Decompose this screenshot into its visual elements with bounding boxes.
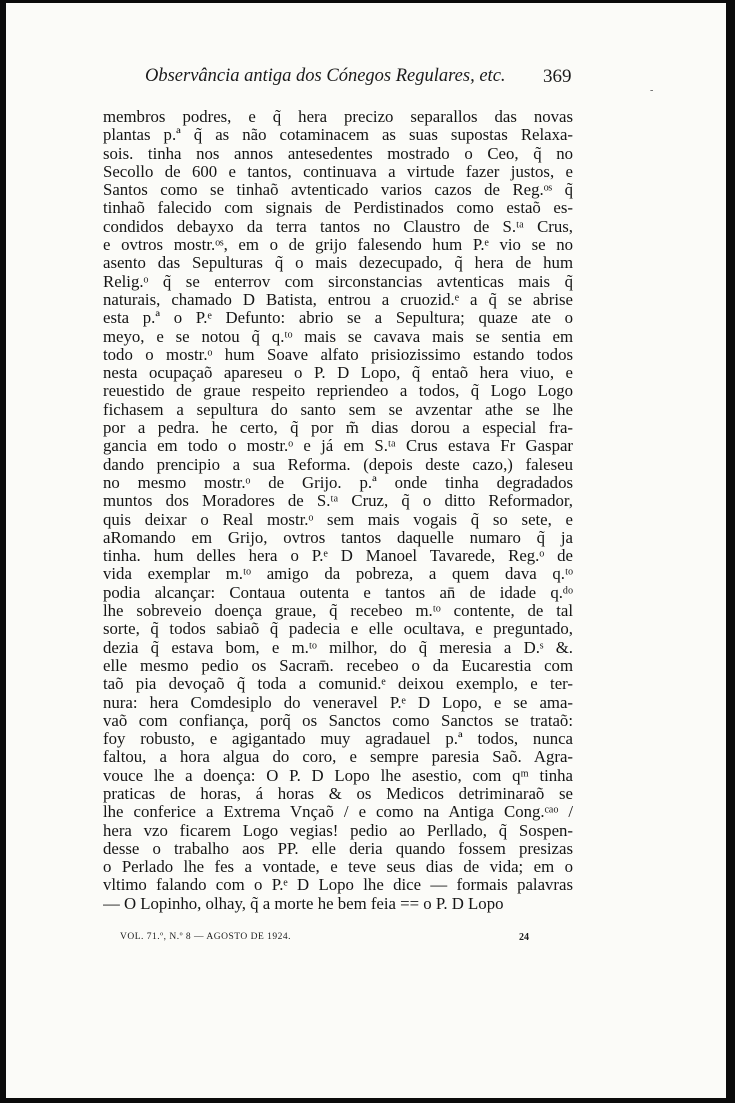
footer-signature: 24: [519, 932, 529, 943]
text-line: esta p.ª o P.ᵉ Defunto: abrio se a Sepultura; quaze ate o: [103, 309, 573, 328]
text-line: tinha. hum delles hera o P.ᵉ D Manoel Tavarede, Reg.ᵒ de: [103, 547, 573, 566]
text-line: o Perlado lhe fes a vontade, e teve seus dias de vida; em o: [103, 858, 573, 877]
text-line: meyo, e se notou q̃ q.ᵗᵒ mais se cavava mais se sentia em: [103, 327, 573, 346]
text-line: desse o trabalho aos PP. elle deria quando fossem presizas: [103, 839, 573, 858]
text-line: podia alcançar: Contaua outenta e tantos an̄ de idade q.ᵈᵒ: [103, 583, 573, 602]
text-line: faltou, a hora algua do coro, e sempre paresia Saõ. Agra-: [103, 748, 573, 767]
text-line: — O Lopinho, olhay, q̃ a morte he bem feia == o P. D Lopo: [103, 894, 504, 913]
text-line: no mesmo mostr.ᵒ de Grijo. p.ª onde tinha degradados: [103, 473, 573, 492]
text-line: fichasem a sepultura do santo sem se avzentar athe se lhe: [103, 400, 573, 419]
text-line: nura: hera Comdesiplo do veneravel P.ᵉ D Lopo, e se ama-: [103, 693, 573, 712]
text-line: Relig.ᵒ q̃ se enterrov com sirconstancias avtenticas mais q̃: [103, 272, 573, 291]
text-line: vaõ com confiança, porq̃ os Sanctos como Sanctos se trataõ:: [103, 711, 573, 730]
text-line: aRomando em Grijo, ovtros tantos daquelle numaro q̃ ja: [103, 528, 573, 547]
text-line: muntos dos Moradores de S.ᵗᵃ Cruz, q̃ o ditto Reformador,: [103, 492, 573, 511]
text-line: tinhaõ falecido com signais de Perdistinados como estaõ es-: [103, 199, 573, 218]
text-line: taõ pia devoçaõ q̃ toda a comunid.ᵉ deixou exemplo, e ter-: [103, 675, 573, 694]
body-text: [103, 108, 573, 913]
text-line: naturais, chamado D Batista, entrou a cruozid.ᵉ a q̃ se abrise: [103, 290, 573, 309]
text-line: gancia em todo o mostr.ᵒ e já em S.ᵗᵃ Crus estava Fr Gaspar: [103, 437, 573, 456]
text-line: sois. tinha nos annos antesedentes mostrado o Ceo, q̃ no: [103, 144, 573, 163]
text-line: asento das Sepulturas q̃ o mais dezecupado, q̃ hera de hum: [103, 254, 573, 273]
text-line: plantas p.ª q̃ as não cotaminacem as suas supostas Relaxa-: [103, 126, 573, 145]
text-line: vouce lhe a doença: O P. D Lopo lhe asestio, com qᵐ tinha: [103, 766, 573, 785]
text-line: dando prencipio a sua Reforma. (depois deste cazo,) faleseu: [103, 455, 573, 474]
running-title: Observância antiga dos Cónegos Regulares, etc.: [145, 66, 506, 86]
text-line: dezia q̃ estava bom, e m.ᵗᵒ milhor, do q̃ meresia a D.ˢ &.: [103, 638, 573, 657]
text-line: elle mesmo pedio os Sacram̄. recebeo o da Eucarestia com: [103, 656, 573, 675]
text-line: sorte, q̃ todos sabiaõ q̃ padecia e elle ocultava, e preguntado,: [103, 620, 573, 639]
text-line: lhe sobreveio doença graue, q̃ recebeo m.ᵗᵒ contente, de tal: [103, 602, 573, 621]
text-line: todo o mostr.ᵒ hum Soave alfato prisiozissimo estando todos: [103, 345, 573, 364]
text-line: por a pedra. he certo, q̃ por m̃ dias dorou a especial fra-: [103, 419, 573, 438]
text-line: Santos como se tinhaõ avtenticado varios cazos de Reg.ᵒˢ q̃: [103, 181, 573, 200]
margin-mark: -: [650, 85, 654, 96]
text-line: vltimo falando com o P.ᵉ D Lopo lhe dice — formais palavras: [103, 876, 573, 895]
text-line: praticas de horas, á horas & os Medicos detriminaraõ se: [103, 784, 573, 803]
text-line: reuestido de graue respeito repriendeo a todos, q̃ Logo Logo: [103, 382, 573, 401]
text-line: Secollo de 600 e tantos, continuava a virtude fazer justos, e: [103, 162, 573, 181]
text-line: foy robusto, e agigantado muy agradauel p.ª todos, nunca: [103, 730, 573, 749]
text-line: vida exemplar m.ᵗᵒ amigo da pobreza, a quem dava q.ᵗᵒ: [103, 565, 573, 584]
text-line: hera vzo ficarem Logo vegias! pedio ao Perllado, q̃ Sospen-: [103, 821, 573, 840]
footer-volume-info: VOL. 71.º, N.º 8 — AGOSTO DE 1924.: [120, 932, 292, 942]
page-number: 369: [543, 66, 572, 87]
text-line: e ovtros mostr.ᵒˢ, em o de grijo falesendo hum P.ᵉ vio se no: [103, 236, 573, 255]
text-line: quis deixar o Real mostr.ᵒ sem mais vogais q̃ so sete, e: [103, 510, 573, 529]
text-line: lhe conferice a Extrema Vnçaõ / e como na Antiga Cong.ᶜᵃᵒ /: [103, 803, 573, 822]
text-line: nesta ocupaçaõ apareseu o P. D Lopo, q̃ entaõ hera viuo, e: [103, 364, 573, 383]
text-line: condidos debayxo da terra tantos no Claustro de S.ᵗᵃ Crus,: [103, 217, 573, 236]
text-line: membros podres, e q̃ hera precizo separallos das novas: [103, 108, 573, 126]
